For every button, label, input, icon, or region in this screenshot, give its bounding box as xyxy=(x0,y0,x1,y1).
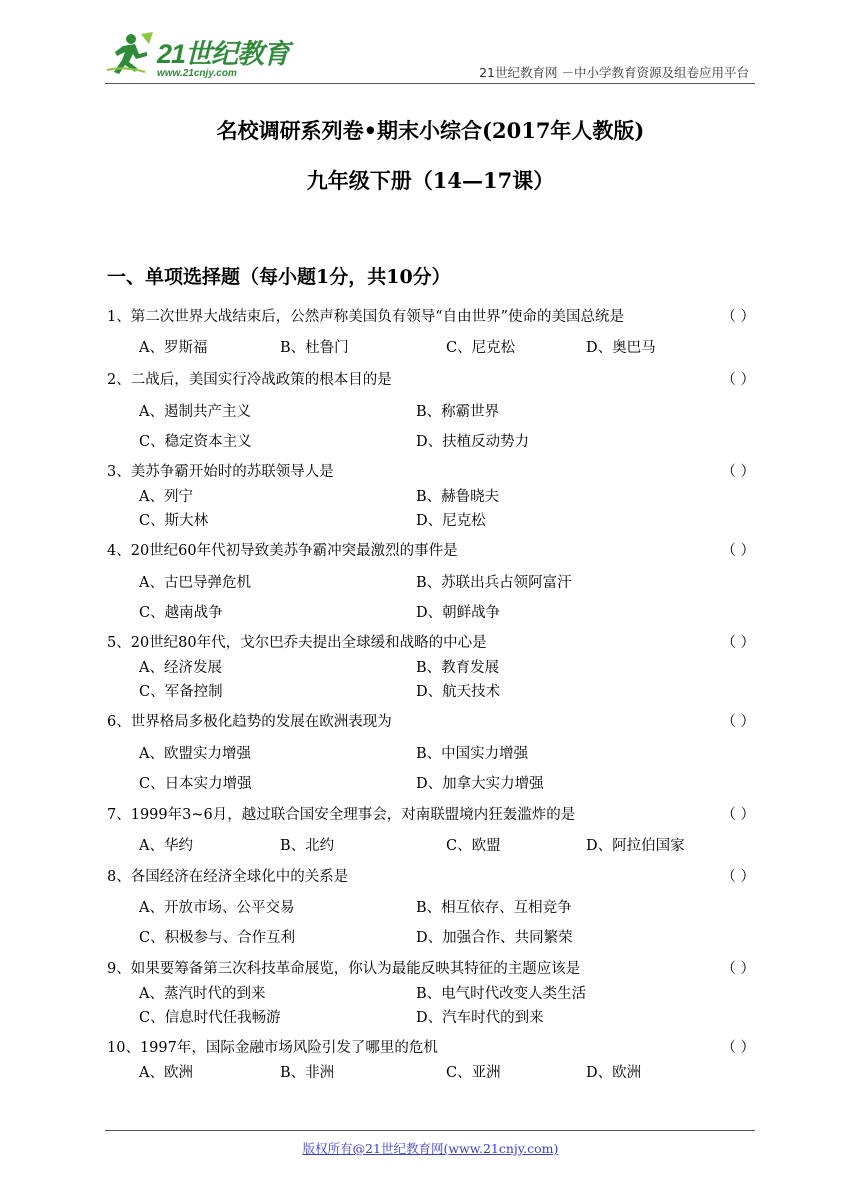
copyright-link[interactable]: 版权所有@21世纪教育网(www.21cnjy.com) xyxy=(302,1141,559,1156)
answer-option[interactable]: D、奥巴马 xyxy=(586,340,656,356)
answer-option[interactable]: B、非洲 xyxy=(280,1065,335,1081)
answer-blank[interactable]: （ ） xyxy=(721,807,755,823)
answer-option[interactable]: A、开放市场、公平交易 xyxy=(139,900,295,916)
question-stem: 9、如果要筹备第三次科技革命展览，你认为最能反映其特征的主题应该是 xyxy=(107,961,581,977)
answer-option[interactable]: A、遏制共产主义 xyxy=(139,404,251,420)
answer-option[interactable]: D、朝鲜战争 xyxy=(416,605,501,621)
answer-option[interactable]: B、杜鲁门 xyxy=(280,340,349,356)
answer-option[interactable]: B、中国实力增强 xyxy=(416,746,529,762)
question-stem: 10、1997年，国际金融市场风险引发了哪里的危机 xyxy=(107,1040,438,1056)
runner-icon xyxy=(105,30,155,78)
answer-option[interactable]: C、斯大林 xyxy=(139,513,209,529)
question-stem: 4、20世纪60年代初导致美苏争霸冲突最激烈的事件是 xyxy=(107,543,458,559)
answer-option[interactable]: A、经济发展 xyxy=(139,660,222,676)
site-logo[interactable] xyxy=(105,30,290,82)
answer-option[interactable]: A、罗斯福 xyxy=(139,340,208,356)
answer-blank[interactable]: （ ） xyxy=(721,714,755,730)
answer-blank[interactable]: （ ） xyxy=(721,543,755,559)
answer-option[interactable]: C、积极参与、合作互利 xyxy=(139,930,296,946)
logo-url: www.21cnjy.com xyxy=(157,68,237,79)
question-stem: 8、各国经济在经济全球化中的关系是 xyxy=(107,869,349,885)
answer-option[interactable]: B、北约 xyxy=(280,838,335,854)
answer-option[interactable]: B、称霸世界 xyxy=(416,404,500,420)
answer-option[interactable]: B、苏联出兵占领阿富汗 xyxy=(416,575,572,591)
answer-option[interactable]: A、列宁 xyxy=(139,489,193,505)
answer-option[interactable]: D、加拿大实力增强 xyxy=(416,776,544,792)
answer-option[interactable]: B、电气时代改变人类生活 xyxy=(416,986,587,1002)
site-tagline: 21世纪教育网 －中小学教育资源及组卷应用平台 xyxy=(479,65,749,80)
answer-option[interactable]: D、欧洲 xyxy=(586,1065,642,1081)
question-stem: 5、20世纪80年代，戈尔巴乔夫提出全球缓和战略的中心是 xyxy=(107,635,487,651)
exam-title: 名校调研系列卷•期末小综合(2017年人教版) xyxy=(216,118,645,143)
answer-option[interactable]: B、教育发展 xyxy=(416,660,500,676)
answer-option[interactable]: A、古巴导弹危机 xyxy=(139,575,251,591)
answer-blank[interactable]: （ ） xyxy=(721,309,755,325)
answer-option[interactable]: D、航天技术 xyxy=(416,684,501,700)
answer-option[interactable]: A、蒸汽时代的到来 xyxy=(139,986,266,1002)
question-stem: 2、二战后，美国实行冷战政策的根本目的是 xyxy=(107,372,392,388)
answer-option[interactable]: C、亚洲 xyxy=(446,1065,501,1081)
answer-option[interactable]: C、军备控制 xyxy=(139,684,223,700)
answer-option[interactable]: A、欧洲 xyxy=(139,1065,193,1081)
answer-option[interactable]: A、华约 xyxy=(139,838,193,854)
answer-option[interactable]: D、阿拉伯国家 xyxy=(586,838,685,854)
question-stem: 3、美苏争霸开始时的苏联领导人是 xyxy=(107,464,334,480)
question-stem: 6、世界格局多极化趋势的发展在欧洲表现为 xyxy=(107,714,392,730)
answer-blank[interactable]: （ ） xyxy=(721,464,755,480)
answer-blank[interactable]: （ ） xyxy=(721,372,755,388)
answer-blank[interactable]: （ ） xyxy=(721,961,755,977)
answer-option[interactable]: C、欧盟 xyxy=(446,838,501,854)
answer-option[interactable]: C、尼克松 xyxy=(446,340,516,356)
answer-option[interactable]: D、尼克松 xyxy=(416,513,486,529)
answer-blank[interactable]: （ ） xyxy=(721,869,755,885)
page-header xyxy=(0,0,861,90)
answer-option[interactable]: A、欧盟实力增强 xyxy=(139,746,251,762)
logo-text: 21世纪教育 xyxy=(157,39,290,69)
footer-divider xyxy=(105,1130,755,1131)
answer-option[interactable]: C、信息时代任我畅游 xyxy=(139,1010,281,1026)
header-divider xyxy=(105,83,755,84)
section-heading: 一、单项选择题（每小题1分，共10分） xyxy=(107,266,451,288)
answer-option[interactable]: B、赫鲁晓夫 xyxy=(416,489,500,505)
answer-option[interactable]: D、加强合作、共同繁荣 xyxy=(416,930,573,946)
answer-option[interactable]: C、越南战争 xyxy=(139,605,223,621)
exam-subtitle: 九年级下册（14—17课） xyxy=(306,168,555,193)
answer-option[interactable]: D、扶植反动势力 xyxy=(416,434,530,450)
answer-blank[interactable]: （ ） xyxy=(721,635,755,651)
question-stem: 1、第二次世界大战结束后，公然声称美国负有领导“自由世界”使命的美国总统是 xyxy=(107,309,625,325)
answer-blank[interactable]: （ ） xyxy=(721,1040,755,1056)
answer-option[interactable]: C、稳定资本主义 xyxy=(139,434,252,450)
answer-option[interactable]: C、日本实力增强 xyxy=(139,776,252,792)
answer-option[interactable]: D、汽车时代的到来 xyxy=(416,1010,544,1026)
question-stem: 7、1999年3~6月，越过联合国安全理事会，对南联盟境内狂轰滥炸的是 xyxy=(107,807,576,823)
answer-option[interactable]: B、相互依存、互相竞争 xyxy=(416,900,572,916)
